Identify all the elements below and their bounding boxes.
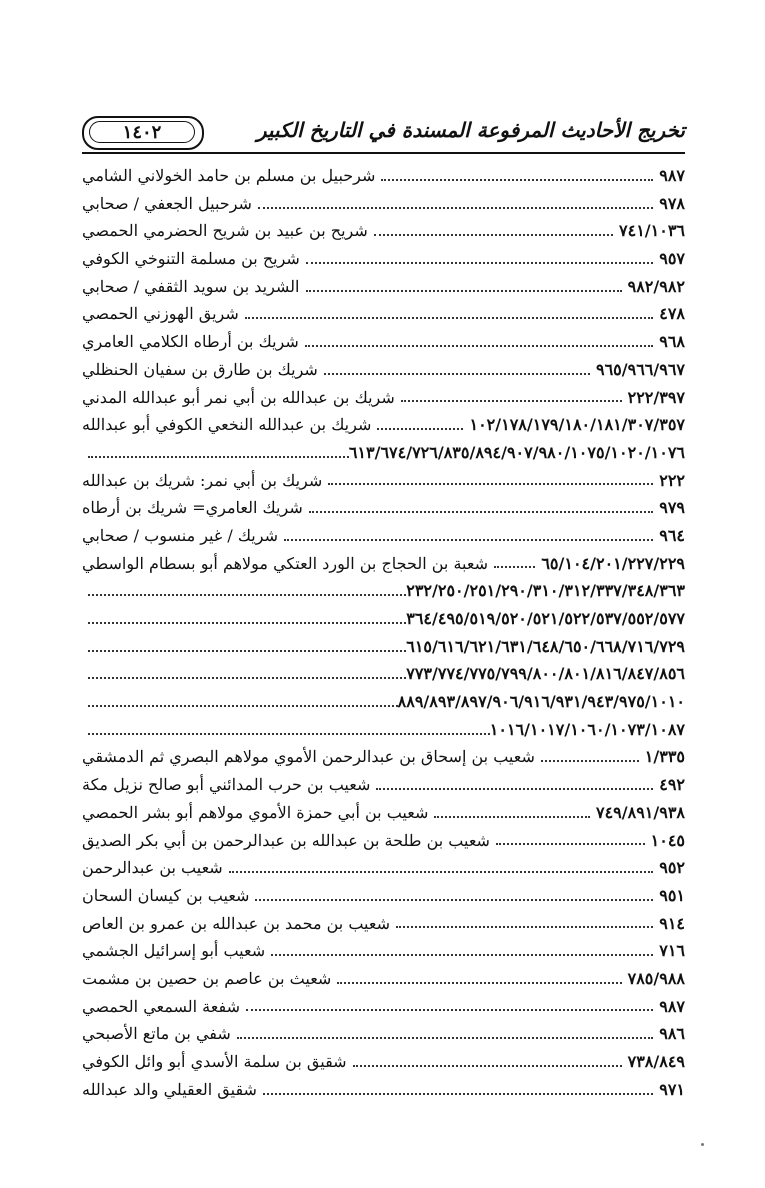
entry-refs: ٨٨٩/٨٩٣/٨٩٧/٩٠٦/٩١٦/٩٣١/٩٤٣/٩٧٥/١٠١٠ (397, 692, 685, 712)
entry-name: شريك بن أرطاه الكلامي العامري (82, 332, 299, 352)
index-entry (82, 1020, 685, 1048)
dot-leader (309, 509, 653, 513)
index-entry (82, 827, 685, 855)
index-entry (82, 217, 685, 245)
dot-leader (88, 620, 406, 624)
dot-leader (353, 1063, 622, 1067)
entry-refs: ٢٢٢ (659, 470, 685, 490)
entry-refs: ٩٥٧ (659, 249, 685, 269)
index-entry (82, 328, 685, 356)
entry-name: شرحبيل الجعفي / صحابي (82, 193, 252, 213)
entry-name: شفي بن ماتع الأصبحي (82, 1024, 231, 1044)
entry-name: شعيب بن أبي حمزة الأموي مولاهم أبو بشر الحمصي (82, 802, 429, 822)
dot-leader (374, 232, 613, 236)
dot-leader (88, 648, 406, 652)
index-entry (82, 937, 685, 965)
dot-leader (381, 177, 653, 181)
entry-name: شعيب بن عبدالرحمن (82, 858, 223, 878)
entry-refs: ١٠٢/١٧٨/١٧٩/١٨٠/١٨١/٣٠٧/٣٥٧ (469, 415, 685, 435)
entry-name: شرحبيل بن مسلم بن حامد الخولاني الشامي (82, 166, 376, 185)
entry-name: شريك بن أبي نمر: شريك بن عبدالله (82, 470, 323, 490)
index-entry (82, 467, 685, 495)
entry-name: شعيب بن كيسان السحان (82, 885, 250, 905)
dot-leader (271, 952, 653, 956)
entry-refs: ٩٧٩ (659, 498, 685, 518)
index-entry (82, 854, 685, 882)
dot-leader (255, 897, 653, 901)
dot-leader (284, 537, 653, 541)
dot-leader (88, 592, 406, 596)
entry-name: شعيث بن عاصم بن حصين بن مشمت (82, 968, 332, 988)
entry-refs: ٢٢٢/٣٩٧ (627, 387, 685, 407)
dot-leader (88, 731, 490, 735)
dot-leader (376, 786, 653, 790)
dot-leader (237, 1035, 653, 1039)
running-title: تخريج الأحاديث المرفوعة المسندة في التاريخ الكبير (256, 118, 685, 142)
entry-refs: ٩٨٧ (659, 166, 685, 185)
entry-name: شعيب أبو إسرائيل الجشمي (82, 941, 266, 961)
entry-name: شعبة بن الحجاج بن الورد العتكي مولاهم أبو بسطام الواسطي (82, 553, 488, 573)
entry-refs: ٦١٥/٦١٦/٦٢١/٦٣١/٦٤٨/٦٥٠/٦٦٨/٧١٦/٧٢٩ (406, 636, 685, 656)
index-entry (82, 300, 685, 328)
index-entry (82, 771, 685, 799)
index-entry-continuation (82, 633, 685, 661)
dot-leader (258, 205, 653, 209)
page-number: ١٤٠٢ (89, 121, 195, 143)
entry-refs: ٩٨٢/٩٨٢ (627, 276, 685, 296)
index-entry (82, 993, 685, 1021)
dot-leader (496, 841, 645, 845)
entry-refs: ٦١٣/٦٧٤/٧٢٦/٨٣٥/٨٩٤/٩٠٧/٩٨٠/١٠٧٥/١٠٢٠/١٠٧٦ (348, 442, 685, 462)
entry-refs: ٧٤١/١٠٣٦ (619, 221, 685, 241)
entry-name: شعيب بن محمد بن عبدالله بن عمرو بن العاص (82, 913, 391, 933)
index-entry (82, 384, 685, 412)
dot-leader (324, 371, 590, 375)
dot-leader (306, 288, 622, 292)
entry-refs: ٧٨٥/٩٨٨ (627, 968, 685, 988)
entry-refs: ٦٥/١٠٤/٢٠١/٢٢٧/٢٢٩ (541, 553, 685, 573)
index-entry (82, 550, 685, 578)
entry-name: شريك العامري= شريك بن أرطاه (82, 498, 303, 518)
index-entry (82, 245, 685, 273)
entry-refs: ٣٦٤/٤٩٥/٥١٩/٥٢٠/٥٢١/٥٢٢/٥٣٧/٥٥٢/٥٧٧ (406, 609, 685, 628)
entry-refs: ٩١٤ (659, 913, 685, 933)
entry-refs: ١٠٤٥ (650, 830, 685, 850)
index-entry (82, 190, 685, 218)
dot-leader (401, 398, 622, 402)
entry-refs: ٤٧٨ (659, 304, 685, 324)
dot-leader (396, 924, 653, 928)
entry-refs: ١٠١٦/١٠١٧/١٠٦٠/١٠٧٣/١٠٨٧ (489, 719, 685, 739)
index-entry (82, 522, 685, 550)
entry-name: شريح بن عبيد بن شريح الحضرمي الحمصي (82, 221, 368, 241)
dot-leader (246, 1007, 653, 1011)
index-entry (82, 1048, 685, 1076)
entry-refs: ٩٥٢ (659, 858, 685, 878)
entry-name: شعيب بن إسحاق بن عبدالرحمن الأموي مولاهم البصري ثم الدمشقي (82, 747, 535, 767)
dot-leader (377, 426, 463, 430)
entry-refs: ٧٧٣/٧٧٤/٧٧٥/٧٩٩/٨٠٠/٨٠١/٨١٦/٨٤٧/٨٥٦ (406, 664, 685, 684)
dot-leader (434, 814, 590, 818)
entry-name: شريح بن مسلمة التنوخي الكوفي (82, 249, 300, 269)
page-number-badge (82, 116, 204, 150)
entry-name: شقيق العقيلي والد عبدالله (82, 1079, 257, 1099)
entry-name: شريك بن طارق بن سفيان الحنظلي (82, 359, 318, 379)
entry-refs: ٩٧١ (659, 1079, 685, 1099)
dot-leader (305, 343, 653, 347)
dot-leader (306, 260, 653, 264)
entry-name: شريك / غير منسوب / صحابي (82, 525, 278, 545)
entry-refs: ٤٩٢ (659, 775, 685, 795)
entry-refs: ٢٣٢/٢٥٠/٢٥١/٢٩٠/٣١٠/٣١٢/٣٣٧/٣٤٨/٣٦٣ (406, 581, 685, 601)
entry-refs: ٧٣٨/٨٤٩ (627, 1052, 685, 1071)
dot-leader (328, 481, 653, 485)
index-entry (82, 1076, 685, 1104)
index-entry-continuation (82, 577, 685, 605)
page-mark (701, 1143, 704, 1146)
index-entry (82, 743, 685, 771)
entry-refs: ٧٤٩/٨٩١/٩٣٨ (595, 802, 685, 822)
dot-leader (263, 1091, 653, 1095)
index-entry-continuation (82, 660, 685, 688)
dot-leader (494, 564, 535, 568)
entry-refs: ٩٥١ (659, 885, 685, 905)
entry-name: شريك بن عبدالله بن أبي نمر أبو عبدالله المدني (82, 387, 395, 407)
index-entry (82, 799, 685, 827)
entry-refs: ٧١٦ (659, 941, 685, 961)
index-entry (82, 494, 685, 522)
index-entry (82, 273, 685, 301)
index-entry (82, 411, 685, 439)
entry-refs: ٩٧٨ (659, 193, 685, 213)
entry-refs: ١/٣٣٥ (644, 747, 685, 767)
index-entry-continuation (82, 688, 685, 716)
dot-leader (88, 703, 398, 707)
index-entry-continuation (82, 605, 685, 633)
entry-refs: ٩٦٥/٩٦٦/٩٦٧ (595, 359, 685, 379)
index-entry (82, 965, 685, 993)
entry-name: شريك بن عبدالله النخعي الكوفي أبو عبدالله (82, 415, 372, 435)
entry-refs: ٩٨٧ (659, 996, 685, 1016)
entry-name: شعيب بن حرب المدائني أبو صالح نزيل مكة (82, 775, 371, 795)
dot-leader (88, 454, 349, 458)
index-entry (82, 882, 685, 910)
entry-name: شفعة السمعي الحمصي (82, 996, 240, 1016)
entry-refs: ٩٨٦ (659, 1024, 685, 1044)
entry-name: شريق الهوزني الحمصي (82, 304, 239, 324)
dot-leader (337, 980, 621, 984)
entry-name: شقيق بن سلمة الأسدي أبو وائل الكوفي (82, 1052, 347, 1071)
dot-leader (541, 758, 639, 762)
index-entry (82, 162, 685, 190)
index-entry (82, 356, 685, 384)
index-entry-continuation (82, 716, 685, 744)
dot-leader (88, 675, 406, 679)
entry-name: شعيب بن طلحة بن عبدالله بن عبدالرحمن بن أبي بكر الصديق (82, 830, 490, 850)
page-header (82, 112, 685, 154)
entry-refs: ٩٦٤ (659, 525, 685, 545)
index-entry (82, 910, 685, 938)
entry-refs: ٩٦٨ (659, 332, 685, 352)
entry-name: الشريد بن سويد الثقفي / صحابي (82, 276, 300, 296)
index-list (82, 162, 685, 1103)
dot-leader (245, 315, 653, 319)
dot-leader (229, 869, 654, 873)
index-entry-continuation (82, 439, 685, 467)
